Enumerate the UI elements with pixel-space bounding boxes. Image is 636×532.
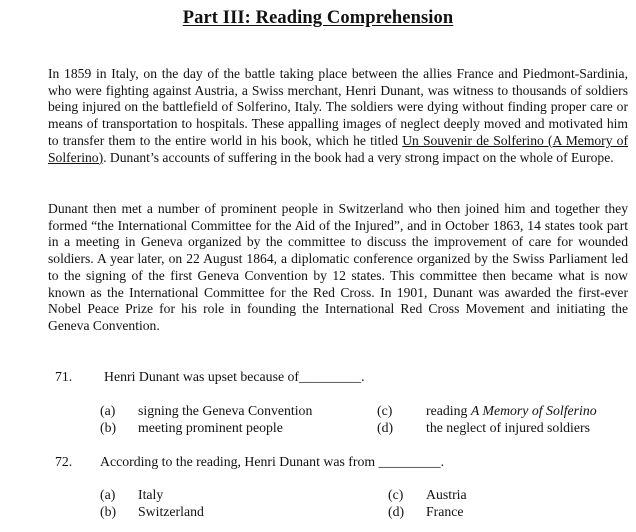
- option-text: Switzerland: [138, 504, 204, 519]
- passage-paragraph-1: [48, 66, 628, 166]
- option-text: signing the Geneva Convention: [138, 403, 313, 418]
- option-letter: (a): [100, 487, 116, 502]
- option-text: the neglect of injured soldiers: [426, 420, 590, 435]
- option-text-prefix: reading: [426, 403, 471, 418]
- question-stem: Henri Dunant was upset because of_________.: [104, 369, 365, 384]
- option-letter: (a): [100, 403, 116, 418]
- option-text: meeting prominent people: [138, 420, 283, 435]
- option-text: Italy: [138, 487, 164, 502]
- option-letter: (c): [377, 403, 393, 418]
- question-number: 71.: [55, 369, 73, 384]
- question-number: 72.: [55, 454, 73, 469]
- paragraph-1-text-start: In 1859 in Italy, on the day of the battle taking place between the allies France and Piedmont-Sardinia, who were fighting against Austria, a Swiss merchant, Henri Dunant, was witness to thousands of soldiers being injured on the battlefield of Solferino, Italy. The soldiers were dying without finding proper care or means of transportation to hospitals. These appalling images of neglect deeply moved and motivated him to transfer them to the entire world in his book, which he titled: [48, 66, 628, 148]
- passage-paragraph-2: Dunant then met a number of prominent people in Switzerland who then joined him and together they formed “the International Committee for the Aid of the Injured”, and in October 1863, 14 states took part in a meeting in Geneva organized by the committee to discuss the improvement of care for wounded soldiers. A year later, on 22 August 1864, a diplomatic conference organized by the Swiss Parliament led to the signing of the first Geneva Convention by 12 states. This committee then became what is now known as the International Committee for the Red Cross. In 1901, Dunant was awarded the first-ever Nobel Peace Prize for his role in founding the International Red Cross Movement and initiating the Geneva Convention.: [48, 201, 628, 333]
- option-letter: (c): [388, 487, 404, 502]
- option-letter: (d): [377, 420, 394, 435]
- page-title: Part III: Reading Comprehension: [182, 8, 454, 28]
- book-title: Un Souvenir de Solferino (A Memory of Solferino): [48, 132, 628, 165]
- paragraph-1-text-end: . Dunant’s accounts of suffering in the book had a very strong impact on the whole of Europe.: [103, 149, 614, 165]
- option-letter: (b): [100, 420, 117, 435]
- option-letter: (b): [100, 504, 117, 519]
- option-text: France: [426, 504, 464, 519]
- option-letter: (d): [388, 504, 405, 519]
- question-stem: According to the reading, Henri Dunant was from _________.: [100, 454, 445, 469]
- option-text: [426, 402, 597, 419]
- book-title-italic: A Memory of Solferino: [470, 403, 597, 418]
- option-text: Austria: [426, 487, 467, 502]
